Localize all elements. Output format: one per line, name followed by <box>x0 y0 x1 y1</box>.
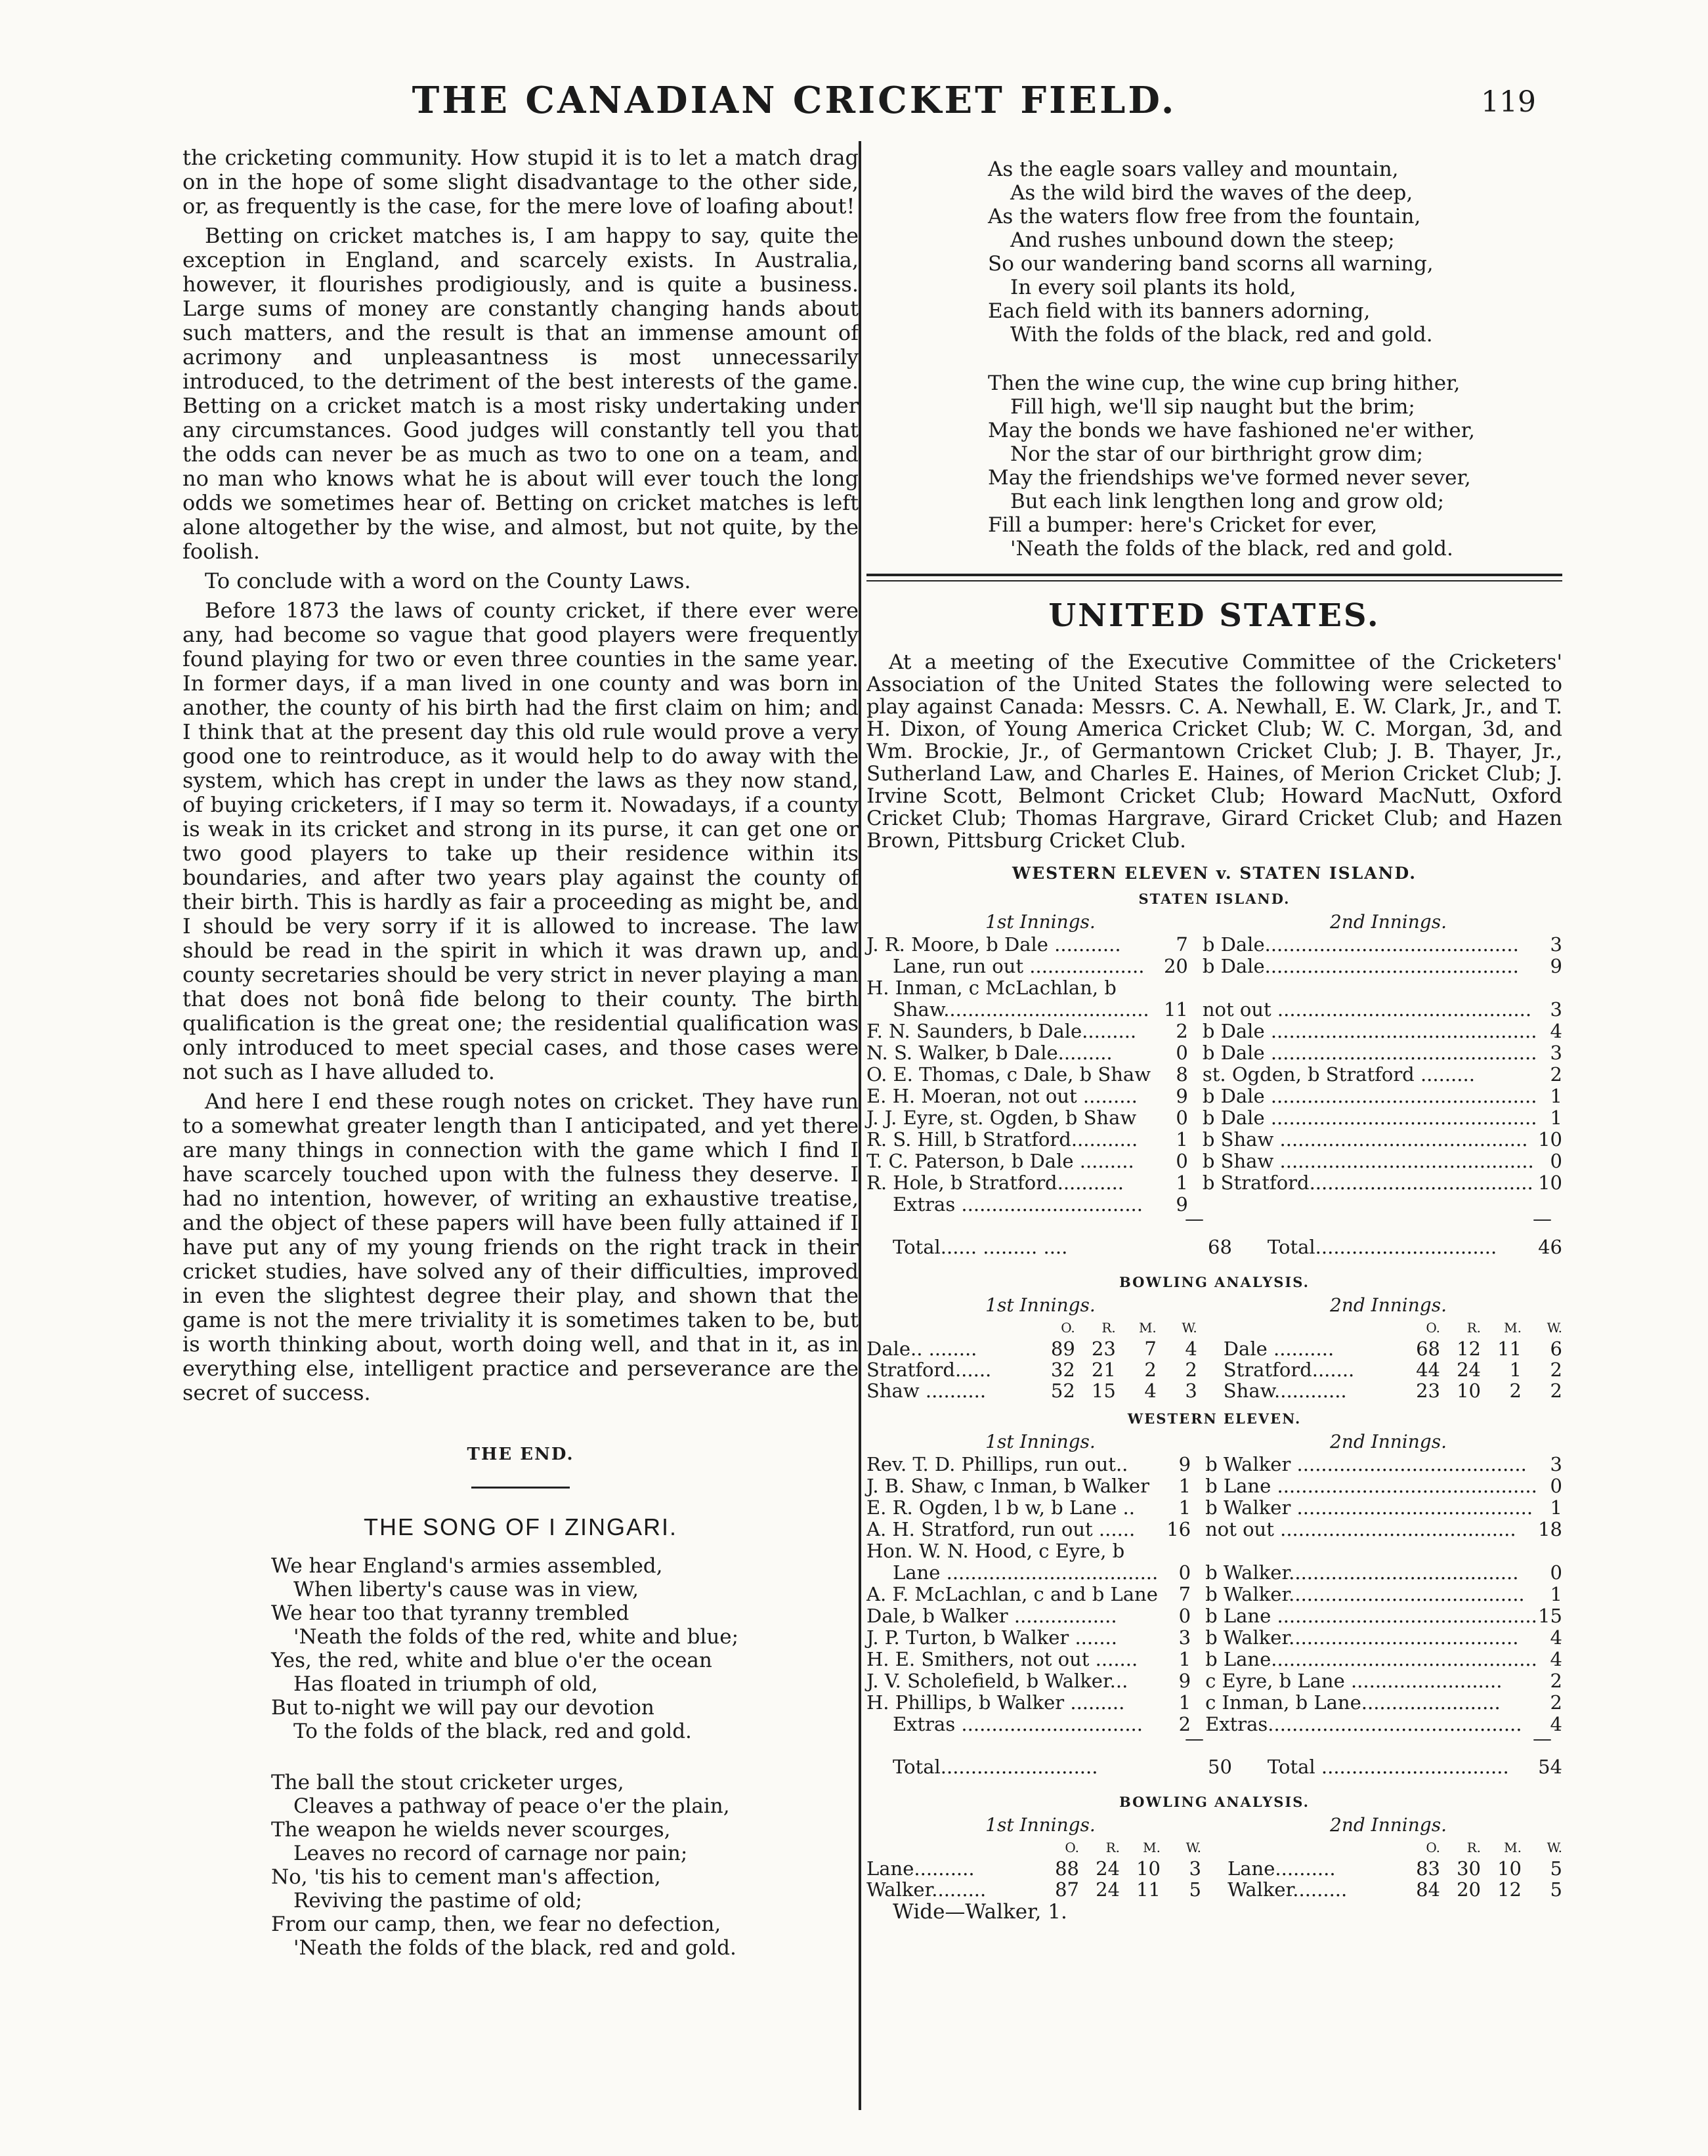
first-innings-label: 1st Innings. <box>985 1814 1096 1836</box>
runs: 1 <box>1176 1128 1188 1151</box>
verse-line: Has floated in triumph of old, <box>293 1672 598 1696</box>
intro-paragraph: At a meeting of the Executive Committee of the Cricketers' Association of the United States the following were selected to play against Canada: Messrs. C. A. Newhall, E. W. Clark, Jr., and T. H. Dixon, of Young America Cricket Club; W. C. Morgan, 3d, and Wm. Brockie, Jr., of Germantown Cricket Club; J. B. Thayer, Jr., Sutherland Law, and Charles E. Haines, of Merion Cricket Club; J. Irvine Scott, Belmont Cricket Club; Howard MacNutt, Oxford Cricket Club; Thomas Hargrave, Girard Cricket Club; and Hazen Brown, Pittsburg Cricket Club. <box>866 650 1562 853</box>
bowling-figure: 15 <box>1091 1380 1116 1402</box>
runs: 4 <box>1550 1648 1562 1670</box>
batsman-entry: N. S. Walker, b Dale......... <box>866 1042 1113 1064</box>
scorecard-row <box>866 1497 1562 1519</box>
paragraph: Before 1873 the laws of county cricket, if there ever were any, had become so vague that good players were frequently found playing for two or even three counties in the same year. In former days, if a man lived in one county and was born in another, the county of his birth had the first claim on him; and I think that at the present day this old rule would prove a very good one to reintroduce, as it would help to do away with the system, which has crept in under the laws as they now stand, of buying cricketers, if I may so term it. Nowadays, if a county is weak in its cricket and strong in its purse, it can get one or two good players to take up their residence within its boundaries, and after two years play against the county of their birth. This is hardly as fair a proceeding as might be, and I should be very sorry if it is allowed to increase. The law should be read in the spirit in which it was drawn up, and county secretaries should be very strict in never playing a man that does not bonâ fide belong to their county. The birth qualification is the great one; the residential qualification was only introduced to meet special cases, and those cases were not such as I have alluded to. <box>182 598 859 1084</box>
dismissal-entry: b Dale ............................................ <box>1202 1107 1537 1129</box>
scorecard-row <box>866 1172 1562 1194</box>
bowling-figure: 24 <box>1096 1857 1120 1880</box>
col-header: R. <box>1101 1320 1116 1336</box>
dismissal-entry <box>1197 1194 1537 1215</box>
bowling-figure: 88 <box>1055 1857 1079 1880</box>
runs: 11 <box>1163 998 1188 1021</box>
batsman-entry: J. J. Eyre, st. Ogden, b Shaw <box>866 1107 1137 1129</box>
runs: 0 <box>1176 1107 1188 1129</box>
runs: 2 <box>1176 1020 1188 1042</box>
bowling-figure: 44 <box>1416 1359 1440 1381</box>
runs: 20 <box>1163 955 1188 977</box>
verse-line: May the bonds we have fashioned ne'er wither, <box>988 419 1475 442</box>
col-header: O. <box>1061 1320 1075 1336</box>
innings-header <box>866 1431 1562 1452</box>
verse-line: As the wild bird the waves of the deep, <box>1010 181 1413 205</box>
second-innings-label: 2nd Innings. <box>1330 911 1447 933</box>
total-row <box>866 1222 1562 1258</box>
bowler-name: Walker......... <box>866 1878 987 1901</box>
runs: 2 <box>1550 1691 1562 1714</box>
bowling-figure: 5 <box>1550 1857 1562 1880</box>
batsman-entry: H. Inman, c McLachlan, b <box>866 977 1117 999</box>
scorecard-row <box>866 1562 1562 1584</box>
masthead-title: THE CANADIAN CRICKET FIELD. <box>412 79 1177 122</box>
bowling-figure: 6 <box>1550 1338 1562 1360</box>
runs: 1 <box>1178 1648 1191 1670</box>
paragraph: And here I end these rough notes on cricket. They have run to a somewhat greater length than I anticipated, and yet there are many things in connection with the game which I find I have scarcely touched upon with the fulness they deserve. I had no intention, however, of writing an exhaustive treatise, and the object of these papers will have been fully attained if I have put any of my young friends on the right track in their cricket studies, have solved any of their difficulties, improved in even the slightest degree their play, and shown that the game is not the mere triviality it is sometimes taken to be, but is worth thinking about, worth doing well, and that in it, as in everything else, intelligent practice and perseverance are the secret of success. <box>182 1089 859 1405</box>
bowling-row <box>866 1858 1562 1879</box>
verse-line: We hear too that tyranny trembled <box>271 1601 630 1625</box>
col-header: O. <box>1426 1320 1440 1336</box>
masthead <box>184 74 1536 126</box>
dismissal-entry: b Lane ........................................... <box>1205 1475 1537 1497</box>
bowler-name: Walker......... <box>1228 1878 1348 1901</box>
dismissal-entry <box>1197 977 1537 999</box>
bowling-figure: 12 <box>1457 1338 1481 1360</box>
col-header: O. <box>1426 1840 1440 1855</box>
verse-line: Leaves no record of carnage nor pain; <box>293 1842 688 1865</box>
runs: 0 <box>1176 1150 1188 1172</box>
song-title: THE SONG OF I ZINGARI. <box>363 1513 678 1540</box>
bowling-figure: 7 <box>1144 1338 1157 1360</box>
col-header: W. <box>1185 1840 1201 1855</box>
runs: 9 <box>1550 955 1562 977</box>
batsman-entry: O. E. Thomas, c Dale, b Shaw <box>866 1063 1151 1086</box>
scorecard-row <box>866 1042 1562 1064</box>
bowling-figure: 32 <box>1050 1359 1075 1381</box>
bowling-figure: 2 <box>1509 1380 1522 1402</box>
dismissal-entry: c Eyre, b Lane ......................... <box>1205 1670 1503 1692</box>
bowling-figure: 1 <box>1509 1359 1522 1381</box>
page-number: 119 <box>1481 85 1536 119</box>
scorecard-row <box>866 1692 1562 1714</box>
verse-line: No, 'tis his to cement man's affection, <box>271 1865 661 1889</box>
runs <box>1164 977 1197 999</box>
dismissal-entry: not out .......................................... <box>1202 998 1532 1021</box>
bowler-name: Dale.. ........ <box>866 1338 977 1360</box>
runs: 9 <box>1176 1085 1188 1107</box>
runs: 0 <box>1178 1561 1191 1584</box>
scorecard-row <box>866 1475 1562 1497</box>
verse-line: Yes, the red, white and blue o'er the ocean <box>271 1649 712 1672</box>
runs: 3 <box>1550 1042 1562 1064</box>
total-value: 46 <box>1538 1236 1562 1258</box>
runs: 10 <box>1538 1128 1562 1151</box>
scorecard-row <box>866 1129 1562 1151</box>
runs: 0 <box>1550 1475 1562 1497</box>
batsman-entry: Extras .............................. <box>893 1193 1143 1215</box>
bowling-figure: 89 <box>1050 1338 1075 1360</box>
bowling-table-staten-island <box>866 1317 1562 1401</box>
bowling-figure: 68 <box>1416 1338 1440 1360</box>
batsman-entry: Dale, b Walker ................. <box>866 1605 1117 1627</box>
innings-header <box>866 1294 1562 1316</box>
batsman-entry: J. P. Turton, b Walker ....... <box>866 1626 1117 1649</box>
runs <box>1537 977 1562 999</box>
totals-staten-island <box>866 1222 1562 1258</box>
song-stanza <box>271 1771 859 1960</box>
bowling-figure: 10 <box>1136 1857 1161 1880</box>
col-header: R. <box>1105 1840 1120 1855</box>
verse-line: Cleaves a pathway of peace o'er the plain, <box>293 1794 730 1818</box>
batsman-entry: Extras .............................. <box>893 1713 1143 1735</box>
dismissal-entry <box>1200 1540 1537 1562</box>
the-end-label: THE END. <box>467 1445 574 1464</box>
scorecard-row <box>866 1540 1562 1562</box>
bowler-name: Stratford....... <box>1223 1359 1355 1381</box>
batsman-entry: Hon. W. N. Hood, c Eyre, b <box>866 1540 1125 1562</box>
scorecard-row <box>866 956 1562 977</box>
verse-line: Reviving the pastime of old; <box>293 1889 582 1913</box>
dismissal-entry: c Inman, b Lane....................... <box>1205 1691 1501 1714</box>
runs: 9 <box>1178 1670 1191 1692</box>
col-header: R. <box>1466 1840 1481 1855</box>
total-value: 68 <box>1208 1236 1232 1258</box>
runs: 4 <box>1550 1713 1562 1735</box>
bowling-figure: 23 <box>1091 1338 1116 1360</box>
runs: 1 <box>1550 1107 1562 1129</box>
paragraph: To conclude with a word on the County Laws. <box>205 568 691 593</box>
runs: 7 <box>1176 933 1188 956</box>
dismissal-entry: b Walker...................................... <box>1205 1561 1519 1584</box>
verse-line: 'Neath the folds of the red, white and blue; <box>293 1625 739 1649</box>
runs: 1 <box>1178 1496 1191 1519</box>
paragraph: the cricketing community. How stupid it is to let a match drag on in the hope of some slight disadvantage to the other side, or, as frequently is the case, for the mere love of loafing about! <box>182 145 859 219</box>
total-row <box>866 1742 1562 1778</box>
section-rule <box>866 580 1562 581</box>
bowling-figure: 20 <box>1457 1878 1481 1901</box>
verse-line: So our wandering band scorns all warning, <box>988 252 1434 276</box>
bowling-title: BOWLING ANALYSIS. <box>1119 1274 1310 1290</box>
col-header: W. <box>1547 1320 1562 1336</box>
match-title: WESTERN ELEVEN v. STATEN ISLAND. <box>1012 864 1417 883</box>
verse-line: With the folds of the black, red and gold. <box>1010 323 1433 347</box>
total-rule: — — <box>1185 1208 1552 1230</box>
dismissal-entry: b Stratford..................................... <box>1202 1172 1533 1194</box>
col-header: W. <box>1182 1320 1197 1336</box>
runs: 3 <box>1550 998 1562 1021</box>
totals-western-eleven <box>866 1742 1562 1778</box>
batsman-entry: H. E. Smithers, not out ....... <box>866 1648 1138 1670</box>
bowling-figure: 24 <box>1096 1878 1120 1901</box>
bowling-figure: 21 <box>1091 1359 1116 1381</box>
runs: 9 <box>1176 1193 1188 1215</box>
scorecard-row <box>866 1670 1562 1692</box>
verse-line: We hear England's armies assembled, <box>271 1554 663 1578</box>
first-innings-label: 1st Innings. <box>985 911 1096 933</box>
runs: 9 <box>1178 1453 1191 1475</box>
scorecard-row <box>866 1021 1562 1042</box>
first-innings-label: 1st Innings. <box>985 1431 1096 1452</box>
runs: 15 <box>1538 1605 1562 1627</box>
batsman-entry: Lane, run out ................... <box>893 955 1145 977</box>
bowling-row <box>866 1879 1562 1900</box>
batsman-entry: J. R. Moore, b Dale ........... <box>866 933 1121 956</box>
bowling-figure: 52 <box>1050 1380 1075 1402</box>
dismissal-entry: b Dale ............................................ <box>1202 1042 1537 1064</box>
bowling-figure: 10 <box>1497 1857 1522 1880</box>
dismissal-entry: b Walker...................................... <box>1205 1626 1519 1649</box>
dismissal-entry: b Dale ............................................ <box>1202 1085 1537 1107</box>
batsman-entry: T. C. Paterson, b Dale ......... <box>866 1150 1134 1172</box>
dismissal-entry: b Walker....................................... <box>1205 1583 1525 1605</box>
verse-line: Then the wine cup, the wine cup bring hither, <box>988 371 1461 395</box>
bowler-name: Dale .......... <box>1223 1338 1334 1360</box>
scorecard-row <box>866 1605 1562 1627</box>
bowler-name: Shaw............ <box>1223 1380 1347 1402</box>
runs: 2 <box>1178 1713 1191 1735</box>
runs: 1 <box>1550 1583 1562 1605</box>
total-value: 54 <box>1538 1756 1562 1778</box>
first-innings-label: 1st Innings. <box>985 1294 1096 1316</box>
runs: 3 <box>1178 1626 1191 1649</box>
bowling-figure: 87 <box>1055 1878 1079 1901</box>
runs: 18 <box>1538 1518 1562 1540</box>
batsman-entry: A. F. McLachlan, c and b Lane <box>866 1583 1158 1605</box>
scorecard-row <box>866 1519 1562 1540</box>
batsman-entry: J. B. Shaw, c Inman, b Walker <box>866 1475 1149 1497</box>
runs: 16 <box>1166 1518 1191 1540</box>
section-title: UNITED STATES. <box>1048 597 1380 634</box>
bowling-table-western-eleven <box>866 1837 1562 1900</box>
dismissal-entry: not out ....................................... <box>1205 1518 1516 1540</box>
verse-line: From our camp, then, we fear no defection, <box>271 1913 721 1936</box>
verse-line: When liberty's cause was in view, <box>293 1578 639 1601</box>
total-label: Total...... ......... .... <box>893 1236 1068 1258</box>
runs <box>1166 1540 1200 1562</box>
scorecard-row <box>866 1454 1562 1475</box>
bowling-figure: 2 <box>1550 1359 1562 1381</box>
bowling-row <box>866 1380 1562 1401</box>
verse-line: But each link lengthen long and grow old; <box>1010 490 1445 513</box>
dismissal-entry: b Lane ........................................... <box>1205 1605 1537 1627</box>
verse-line: The weapon he wields never scourges, <box>271 1818 671 1842</box>
runs: 1 <box>1178 1691 1191 1714</box>
total-label: Total.............................. <box>1267 1236 1497 1258</box>
second-innings-label: 2nd Innings. <box>1330 1294 1447 1316</box>
bowling-header <box>866 1317 1562 1338</box>
innings-header <box>866 911 1562 933</box>
bowling-figure: 3 <box>1189 1857 1201 1880</box>
col-header: M. <box>1143 1840 1161 1855</box>
dismissal-entry: st. Ogden, b Stratford ......... <box>1202 1063 1475 1086</box>
runs: 1 <box>1176 1172 1188 1194</box>
scorecard-row <box>866 1107 1562 1129</box>
scorecard-western-eleven <box>866 1454 1562 1735</box>
runs: 2 <box>1550 1670 1562 1692</box>
runs: 1 <box>1550 1085 1562 1107</box>
runs: 0 <box>1550 1561 1562 1584</box>
col-header: R. <box>1466 1320 1481 1336</box>
scorecard-row <box>866 1714 1562 1735</box>
runs: 2 <box>1550 1063 1562 1086</box>
runs: 10 <box>1538 1172 1562 1194</box>
scorecard-row <box>866 1584 1562 1605</box>
runs: 0 <box>1176 1042 1188 1064</box>
bowling-row <box>866 1359 1562 1380</box>
bowling-figure: 12 <box>1497 1878 1522 1901</box>
second-innings-label: 2nd Innings. <box>1330 1814 1447 1836</box>
bowling-row <box>866 1338 1562 1359</box>
second-innings-label: 2nd Innings. <box>1330 1431 1447 1452</box>
paragraph: Betting on cricket matches is, I am happy to say, quite the exception in England, and scarcely exists. In Australia, however, it flourishes prodigiously, and is quite a business. Large sums of money are constantly changing hands about such matters, and the result is that an immense amount of acrimony and unpleasantness is most unnecessarily introduced, to the detriment of the best interests of the game. Betting on a cricket match is a most risky undertaking under any circumstances. Good judges will constantly tell you that the odds can never be as much as two to one on a team, and no man who knows what he is about will ever touch the long odds we sometimes hear of. Betting on cricket matches is left alone altogether by the wise, and almost, but not quite, by the foolish. <box>182 223 859 564</box>
verse-line: As the eagle soars valley and mountain, <box>988 158 1399 181</box>
scorecard-row <box>866 934 1562 956</box>
batsman-entry: H. Phillips, b Walker ......... <box>866 1691 1125 1714</box>
scorecard-row <box>866 1064 1562 1086</box>
runs: 4 <box>1550 1020 1562 1042</box>
runs: 1 <box>1178 1475 1191 1497</box>
runs: 3 <box>1550 1453 1562 1475</box>
scorecard-row <box>866 1086 1562 1107</box>
runs: 1 <box>1550 1496 1562 1519</box>
scorecard-row <box>866 1151 1562 1172</box>
right-column <box>866 158 1562 1924</box>
scorecard-row <box>866 999 1562 1021</box>
column-divider <box>859 141 861 2110</box>
verse-line: But to-night we will pay our devotion <box>271 1696 654 1720</box>
song-stanza <box>988 158 1562 347</box>
total-rule: — — <box>1185 1727 1552 1750</box>
runs <box>1537 1540 1562 1562</box>
dismissal-entry: b Walker ....................................... <box>1205 1496 1533 1519</box>
bowling-title: BOWLING ANALYSIS. <box>1119 1794 1310 1810</box>
bowling-figure: 24 <box>1457 1359 1481 1381</box>
verse-line: May the friendships we've formed never sever, <box>988 466 1471 490</box>
verse-line: 'Neath the folds of the black, red and gold. <box>1010 537 1453 560</box>
bowler-name: Shaw .......... <box>866 1380 987 1402</box>
batsman-entry: R. Hole, b Stratford........... <box>866 1172 1124 1194</box>
divider <box>471 1487 570 1489</box>
scorecard-row <box>866 1627 1562 1649</box>
innings-header <box>866 1814 1562 1836</box>
bowler-name: Lane.......... <box>866 1857 975 1880</box>
scorecard-staten-island <box>866 934 1562 1215</box>
scorecard-row <box>866 1194 1562 1215</box>
verse-line: Nor the star of our birthright grow dim; <box>1010 442 1424 466</box>
dismissal-entry: Extras.......................................... <box>1205 1713 1522 1735</box>
bowling-figure: 2 <box>1550 1380 1562 1402</box>
batsman-entry: A. H. Stratford, run out ...... <box>866 1518 1136 1540</box>
verse-line: And rushes unbound down the steep; <box>1010 228 1395 252</box>
song-stanza <box>988 371 1562 560</box>
runs: 8 <box>1176 1063 1188 1086</box>
verse-line: To the folds of the black, red and gold. <box>293 1720 692 1743</box>
batsman-entry: F. N. Saunders, b Dale......... <box>866 1020 1137 1042</box>
bowling-figure: 4 <box>1185 1338 1197 1360</box>
total-label: Total.......................... <box>893 1756 1098 1778</box>
verse-line: Fill high, we'll sip naught but the brim; <box>1010 395 1415 419</box>
bowling-figure: 11 <box>1136 1878 1161 1901</box>
col-header: M. <box>1138 1320 1157 1336</box>
dismissal-entry: b Dale ............................................ <box>1202 1020 1537 1042</box>
bowling-figure: 2 <box>1185 1359 1197 1381</box>
bowling-figure: 10 <box>1457 1380 1481 1402</box>
verse-line: As the waters flow free from the fountain, <box>988 205 1421 228</box>
team-title: STATEN ISLAND. <box>1138 891 1291 907</box>
bowling-figure: 83 <box>1416 1857 1440 1880</box>
batsman-entry: Rev. T. D. Phillips, run out.. <box>866 1453 1128 1475</box>
col-header: M. <box>1504 1320 1522 1336</box>
runs: 0 <box>1178 1605 1191 1627</box>
runs: 7 <box>1178 1583 1191 1605</box>
bowling-figure: 23 <box>1416 1380 1440 1402</box>
dismissal-entry: b Walker ...................................... <box>1205 1453 1527 1475</box>
col-header: O. <box>1065 1840 1079 1855</box>
runs: 4 <box>1550 1626 1562 1649</box>
batsman-entry: Lane ................................... <box>893 1561 1159 1584</box>
batsman-entry: R. S. Hill, b Stratford........... <box>866 1128 1138 1151</box>
bowling-figure: 11 <box>1497 1338 1522 1360</box>
batsman-entry: E. R. Ogden, l b w, b Lane .. <box>866 1496 1135 1519</box>
bowling-figure: 84 <box>1416 1878 1440 1901</box>
team-title: WESTERN ELEVEN. <box>1127 1410 1302 1427</box>
bowling-header <box>866 1837 1562 1858</box>
bowling-figure: 5 <box>1189 1878 1201 1901</box>
section-rule <box>866 574 1562 576</box>
runs: 0 <box>1550 1150 1562 1172</box>
bowler-name: Stratford...... <box>866 1359 992 1381</box>
bowling-figure: 2 <box>1144 1359 1157 1381</box>
dismissal-entry: b Dale.......................................... <box>1202 955 1519 977</box>
col-header: M. <box>1504 1840 1522 1855</box>
dismissal-entry: b Dale.......................................... <box>1202 933 1519 956</box>
dismissal-entry: b Shaw ......................................... <box>1202 1128 1528 1151</box>
total-value: 50 <box>1208 1756 1232 1778</box>
verse-line: Each field with its banners adorning, <box>988 299 1371 323</box>
verse-line: Fill a bumper: here's Cricket for ever, <box>988 513 1378 537</box>
batsman-entry: J. V. Scholefield, b Walker... <box>866 1670 1128 1692</box>
runs: 3 <box>1550 933 1562 956</box>
wide-note: Wide—Walker, 1. <box>893 1900 1067 1924</box>
batsman-entry: E. H. Moeran, not out ......... <box>866 1085 1138 1107</box>
scorecard-row <box>866 1649 1562 1670</box>
dismissal-entry: b Shaw .......................................... <box>1202 1150 1534 1172</box>
bowling-figure: 5 <box>1550 1878 1562 1901</box>
dismissal-entry: b Lane............................................ <box>1205 1648 1537 1670</box>
verse-line: The ball the stout cricketer urges, <box>271 1771 624 1794</box>
scorecard-row <box>866 977 1562 999</box>
left-column <box>182 146 859 1987</box>
verse-line: 'Neath the folds of the black, red and gold. <box>293 1936 737 1960</box>
bowling-figure: 4 <box>1144 1380 1157 1402</box>
bowling-figure: 30 <box>1457 1857 1481 1880</box>
bowler-name: Lane.......... <box>1228 1857 1336 1880</box>
song-stanza <box>271 1554 859 1743</box>
bowling-figure: 3 <box>1185 1380 1197 1402</box>
col-header: W. <box>1547 1840 1562 1855</box>
total-label: Total ............................... <box>1267 1756 1509 1778</box>
batsman-entry: Shaw.................................. <box>893 998 1149 1021</box>
verse-line: In every soil plants its hold, <box>1010 276 1296 299</box>
